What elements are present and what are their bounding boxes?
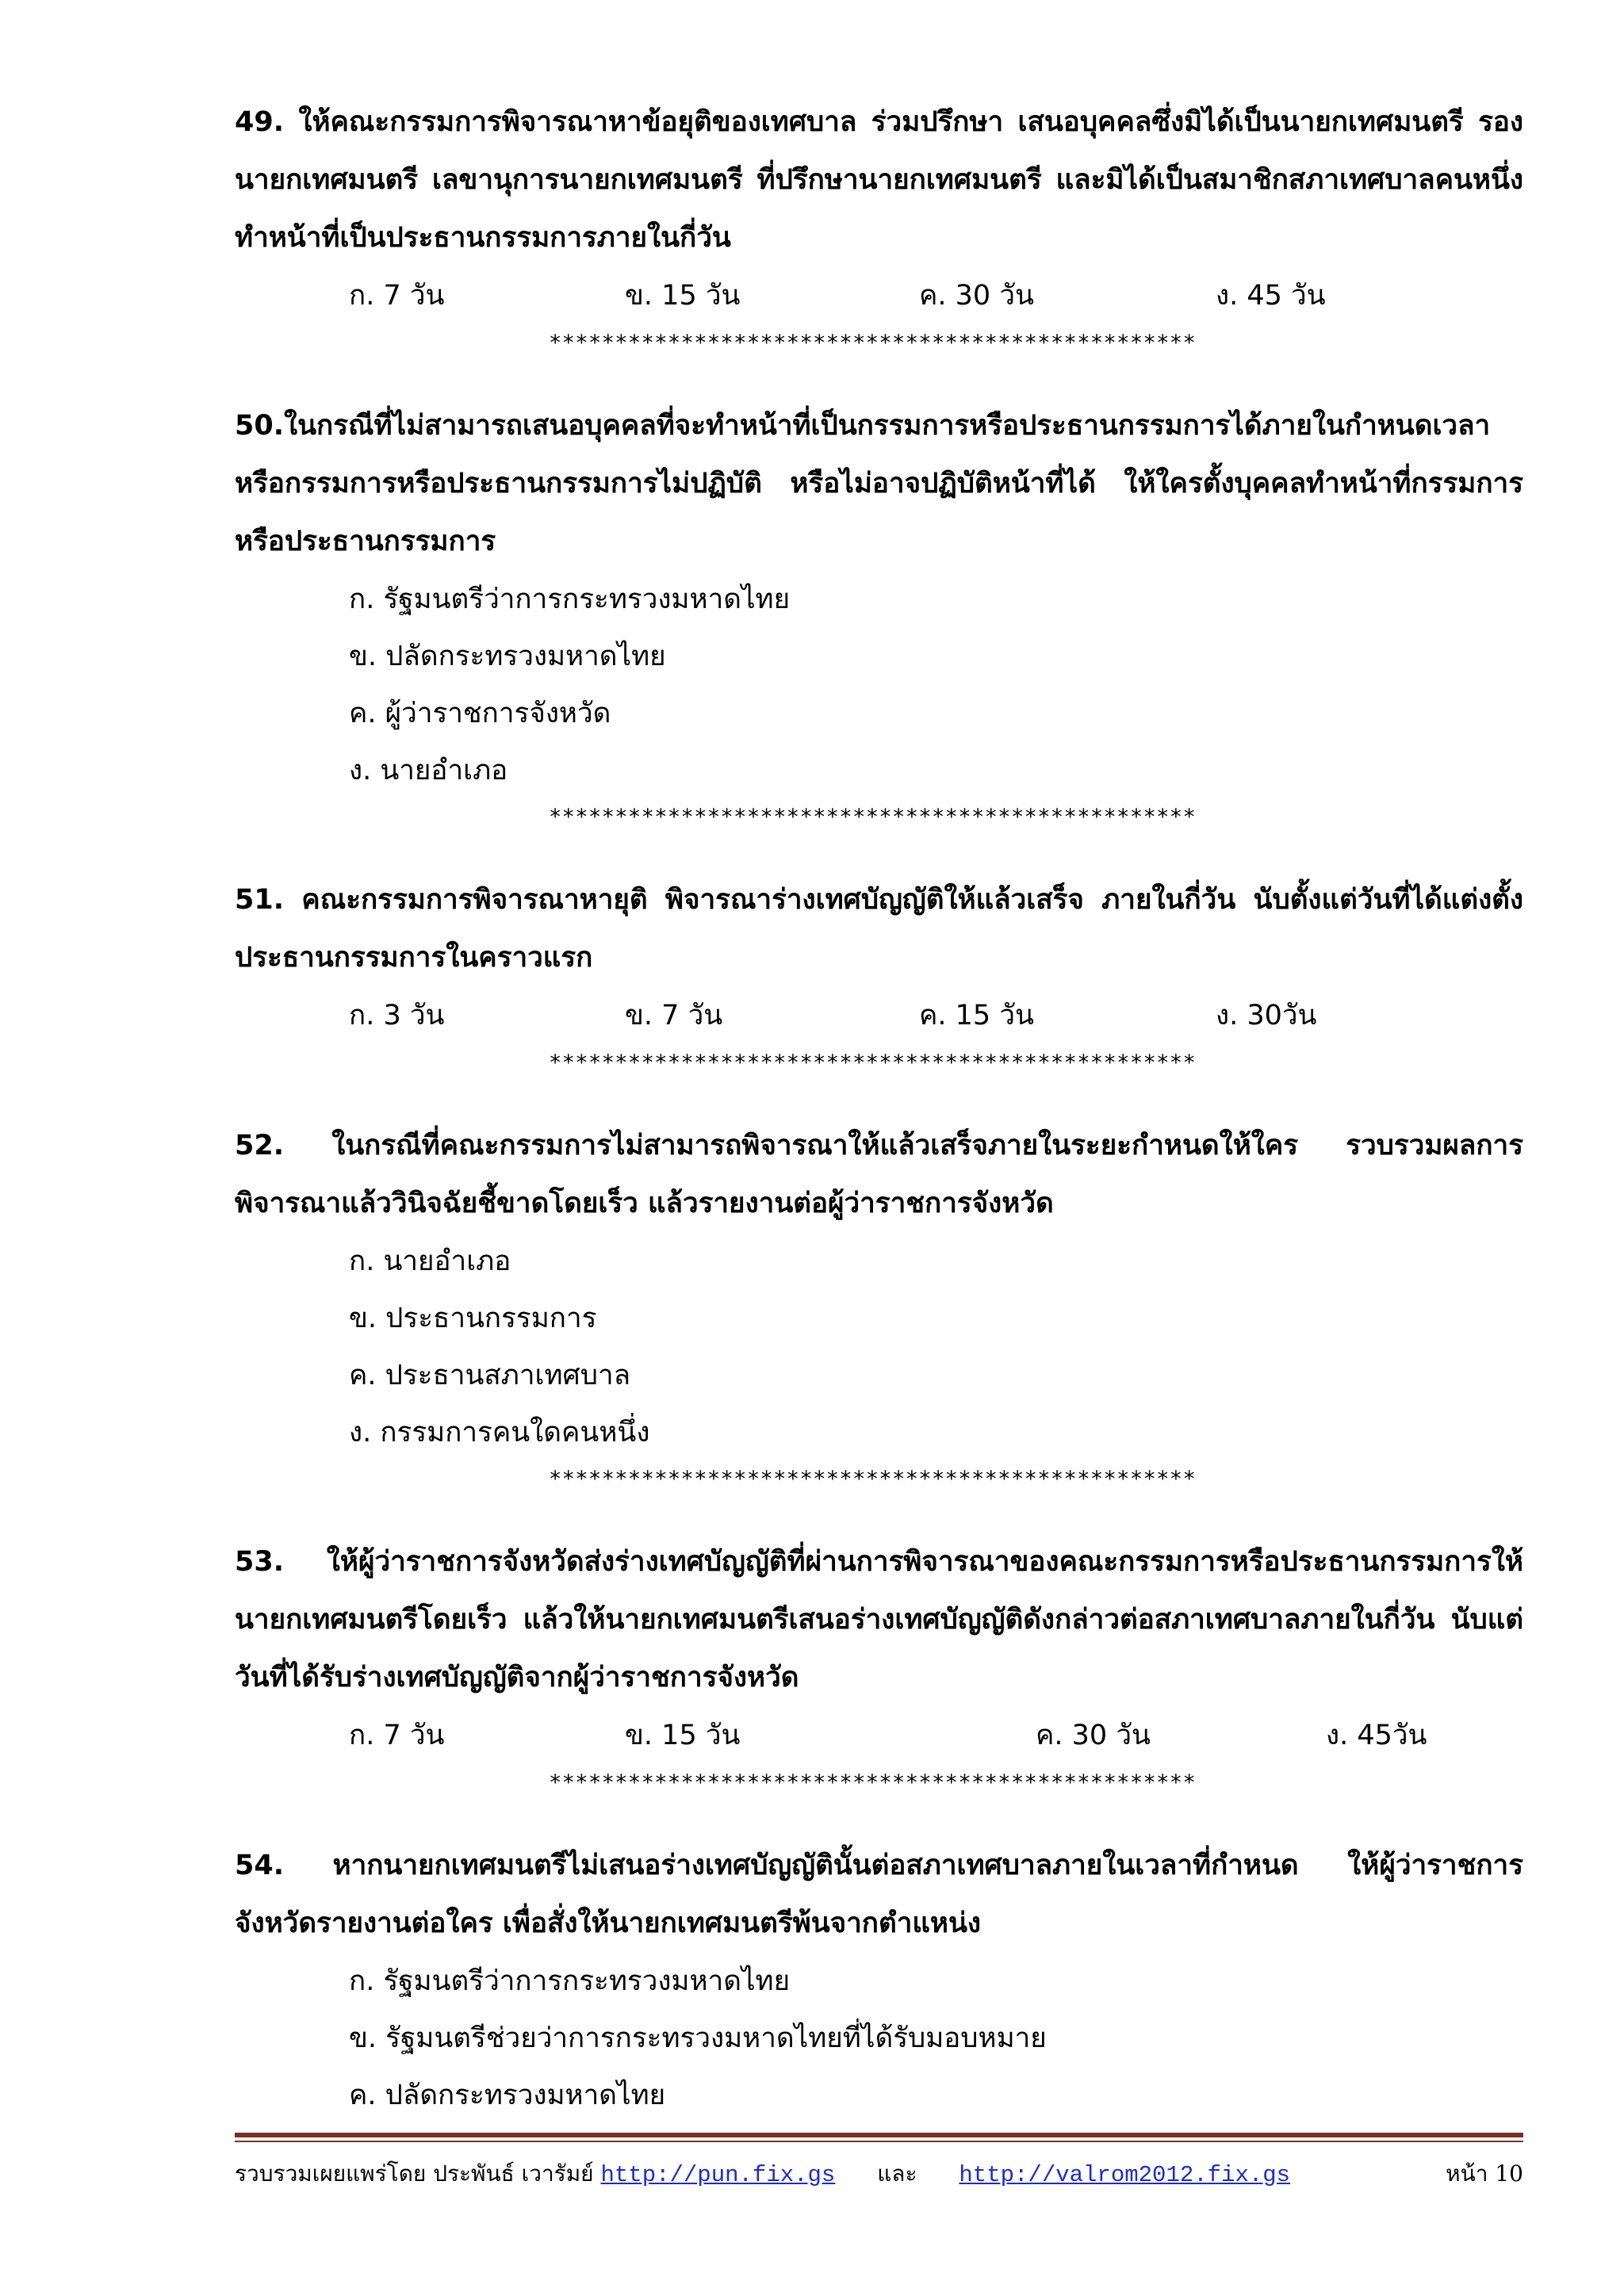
question-text: 53. ให้ผู้ว่าราชการจังหวัดส่งร่างเทศบัญญัติที่ผ่านการพิจารณาของคณะกรรมการหรือประธานกรรมการให้นายกเทศมนตรีโดยเร็ว แล้วให้นายกเทศมนตรีเสนอร่างเทศบัญญัติดังกล่าวต่อสภาเทศบาลภายในกี่วัน นับแต่วันที่ได้รับร่างเทศบัญญัติจากผู้ว่าราชการจังหวัด: [235, 1546, 1523, 1693]
question-text: 49. ให้คณะกรรมการพิจารณาหาข้อยุติของเทศบาล ร่วมปรึกษา เสนอบุคคลซึ่งมิได้เป็นนายกเทศมนตรี รองนายกเทศมนตรี เลขานุการนายกเทศมนตรี ที่ปรึกษานายกเทศมนตรี และมิได้เป็นสมาชิกสภาเทศบาลคนหนึ่ง ทำหน้าที่เป็นประธานกรรมการภายในกี่วัน: [235, 106, 1523, 254]
option-d: ง. 45วัน: [1326, 1720, 1427, 1751]
option-a: ก. 7 วัน: [349, 280, 445, 312]
document-body: [235, 94, 1523, 2124]
separator: *************************************************: [549, 331, 1197, 355]
footer-link-pun[interactable]: http://pun.fix.gs: [600, 2162, 836, 2188]
option-a: ก. 7 วัน: [349, 1720, 445, 1751]
question-text: 50.ในกรณีที่ไม่สามารถเสนอบุคคลที่จะทำหน้าที่เป็นกรรมการหรือประธานกรรมการได้ภายในกำหนดเวลา หรือกรรมการหรือประธานกรรมการไม่ปฏิบัติ หรือไม่อาจปฏิบัติหน้าที่ได้ ให้ใครตั้งบุคคลทำหน้าที่กรรมการหรือประธานกรรมการ: [235, 410, 1523, 557]
question-49: [235, 94, 1523, 362]
footer-link-valrom[interactable]: http://valrom2012.fix.gs: [959, 2162, 1291, 2188]
option-b: ข. ปลัดกระทรวงมหาดไทย: [349, 641, 666, 672]
option-c: ค. 30 วัน: [919, 280, 1034, 312]
option-a: ก. รัฐมนตรีว่าการกระทรวงมหาดไทย: [349, 584, 791, 615]
page-footer: [235, 2158, 1523, 2190]
option-c: ค. 15 วัน: [919, 1000, 1034, 1031]
separator: *************************************************: [549, 1770, 1197, 1795]
separator: *************************************************: [549, 805, 1197, 829]
question-text: 51. คณะกรรมการพิจารณาหายุติ พิจารณาร่างเทศบัญญัติให้แล้วเสร็จ ภายในกี่วัน นับตั้งแต่วันที่ได้แต่งตั้งประธานกรรมการในคราวแรก: [235, 884, 1523, 974]
option-c: ค. ผู้ว่าราชการจังหวัด: [349, 698, 611, 729]
footer-and: และ: [877, 2160, 917, 2187]
options-row: [235, 267, 1523, 325]
option-a: ก. นายอำเภอ: [349, 1246, 511, 1277]
question-51: [235, 871, 1523, 1081]
question-53: [235, 1533, 1523, 1801]
options-row: [235, 987, 1523, 1045]
question-text: 52. ในกรณีที่คณะกรรมการไม่สามารถพิจารณาให้แล้วเสร็จภายในระยะกำหนดให้ใคร รวบรวมผลการพิจารณาแล้ววินิจฉัยชี้ขาดโดยเร็ว แล้วรายงานต่อผู้ว่าราชการจังหวัด: [235, 1130, 1523, 1219]
question-text: 54. หากนายกเทศมนตรีไม่เสนอร่างเทศบัญญัตินั้นต่อสภาเทศบาลภายในเวลาที่กำหนด ให้ผู้ว่าราชการจังหวัดรายงานต่อใคร เพื่อสั่งให้นายกเทศมนตรีพ้นจากตำแหน่ง: [235, 1850, 1523, 1939]
question-54: [235, 1837, 1523, 2124]
option-b: ข. 7 วัน: [625, 1000, 723, 1031]
footer-left: [235, 2158, 1290, 2191]
option-c: ค. ประธานสภาเทศบาล: [349, 1360, 631, 1391]
question-50: [235, 397, 1523, 836]
separator: *************************************************: [549, 1050, 1197, 1075]
option-b: ข. ประธานกรรมการ: [349, 1303, 597, 1334]
options-list: [235, 571, 1523, 799]
option-d: ง. 30วัน: [1216, 1000, 1317, 1031]
option-b: ข. 15 วัน: [625, 1720, 741, 1751]
separator: *************************************************: [549, 1467, 1197, 1491]
option-b: ข. 15 วัน: [625, 280, 741, 312]
option-c: ค. 30 วัน: [1036, 1720, 1151, 1751]
options-row: [235, 1707, 1523, 1765]
question-52: [235, 1117, 1523, 1498]
footer-rule-thin: [235, 2141, 1523, 2142]
option-d: ง. 45 วัน: [1216, 280, 1326, 312]
footer-rule-thick: [235, 2133, 1523, 2137]
options-list: [235, 1233, 1523, 1461]
options-list: [235, 1953, 1523, 2124]
option-a: ก. รัฐมนตรีว่าการกระทรวงมหาดไทย: [349, 1965, 791, 1997]
footer-credit: รวบรวมเผยแพร่โดย ประพันธ์ เวารัมย์: [235, 2160, 594, 2187]
option-c: ค. ปลัดกระทรวงมหาดไทย: [349, 2080, 666, 2111]
option-d: ง. นายอำเภอ: [349, 755, 508, 786]
option-b: ข. รัฐมนตรีช่วยว่าการกระทรวงมหาดไทยที่ได้รับมอบหมาย: [349, 2022, 1047, 2054]
option-d: ง. กรรมการคนใดคนหนึ่ง: [349, 1417, 650, 1448]
page-number: หน้า 10: [1446, 2160, 1523, 2187]
option-a: ก. 3 วัน: [349, 1000, 445, 1031]
